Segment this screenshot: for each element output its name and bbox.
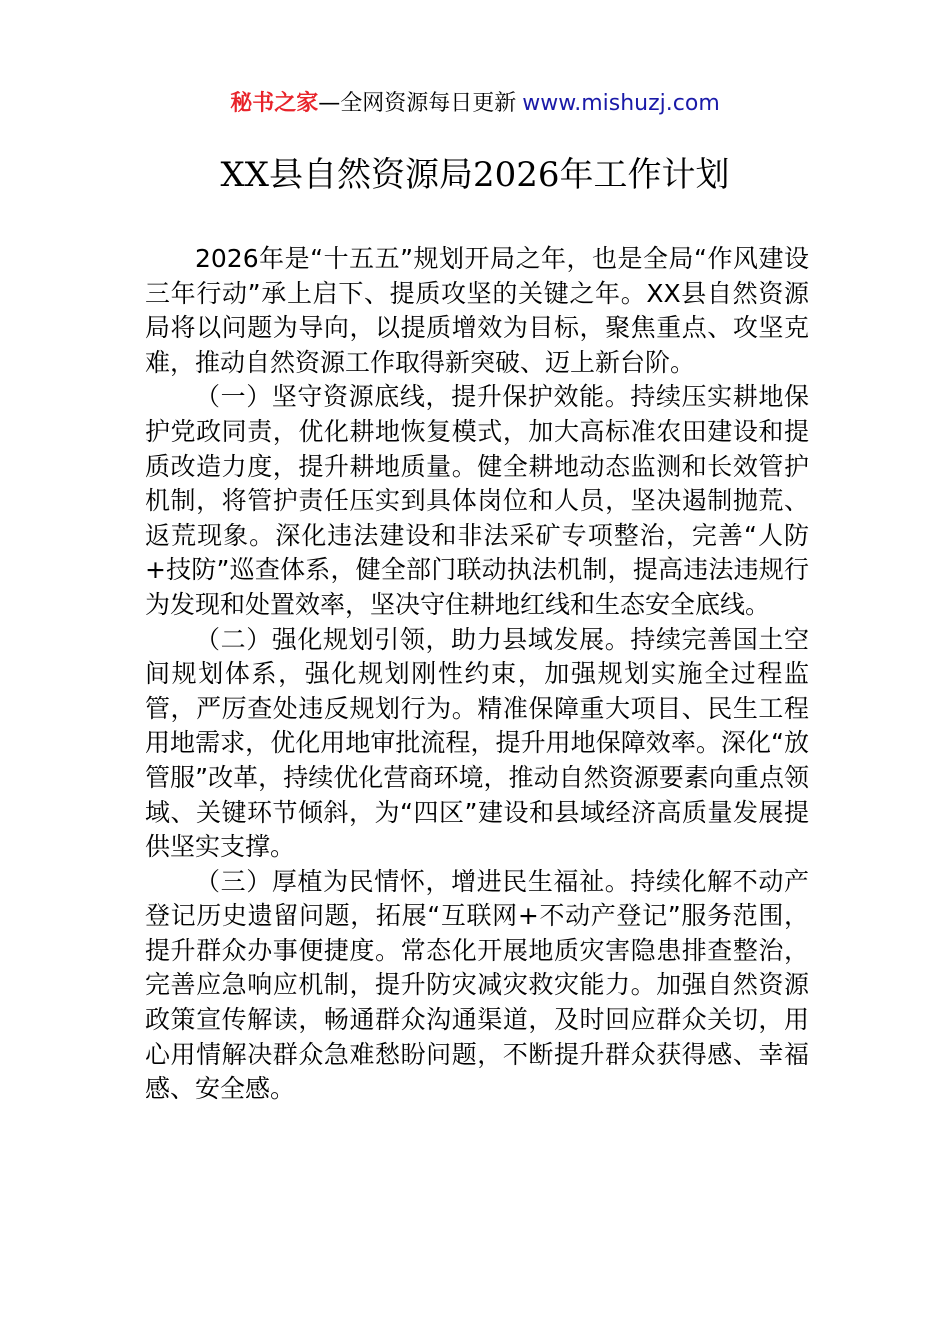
header-slogan: 全网资源每日更新 xyxy=(340,91,517,116)
paragraph-section-3: （三）厚植为民情怀，增进民生福祉。持续化解不动产登记历史遗留问题，拓展“互联网+不动产登记”服务范围，提升群众办事便捷度。常态化开展地质灾害隐患排查整治，完善应急响应机制，提升防灾减灾救灾能力。加强自然资源政策宣传解读，畅通群众沟通渠道，及时回应群众关切，用心用情解决群众急难愁盼问题，不断提升群众获得感、幸福感、安全感。 xyxy=(145,866,809,1104)
paragraph-intro: 2026年是“十五五”规划开局之年，也是全局“作风建设三年行动”承上启下、提质攻坚的关键之年。XX县自然资源局将以问题为导向，以提质增效为目标，聚焦重点、攻坚克难，推动自然资源工作取得新突破、迈上新台阶。 xyxy=(145,244,809,377)
site-url-link[interactable]: www.mishuzj.com xyxy=(522,91,720,116)
paragraph-section-2: （二）强化规划引领，助力县域发展。持续完善国土空间规划体系，强化规划刚性约束，加强规划实施全过程监管，严厉查处违反规划行为。精准保障重大项目、民生工程用地需求，优化用地审批流程，提升用地保障效率。深化“放管服”改革，持续优化营商环境，推动自然资源要素向重点领域、关键环节倾斜，为“四区”建设和县域经济高质量发展提供坚实支撑。 xyxy=(145,624,809,862)
site-header xyxy=(0,88,950,120)
document-body xyxy=(145,242,809,1107)
header-dash: — xyxy=(318,91,341,116)
paragraph-section-1: （一）坚守资源底线，提升保护效能。持续压实耕地保护党政同责，优化耕地恢复模式，加大高标准农田建设和提质改造力度，提升耕地质量。健全耕地动态监测和长效管护机制，将管护责任压实到具体岗位和人员，坚决遏制抛荒、返荒现象。深化违法建设和非法采矿专项整治，完善“人防+技防”巡查体系，健全部门联动执法机制，提高违法违规行为发现和处置效率，坚决守住耕地红线和生态安全底线。 xyxy=(145,382,809,619)
document-title: XX县自然资源局2026年工作计划 xyxy=(220,155,730,195)
brand-name: 秘书之家 xyxy=(230,91,319,116)
